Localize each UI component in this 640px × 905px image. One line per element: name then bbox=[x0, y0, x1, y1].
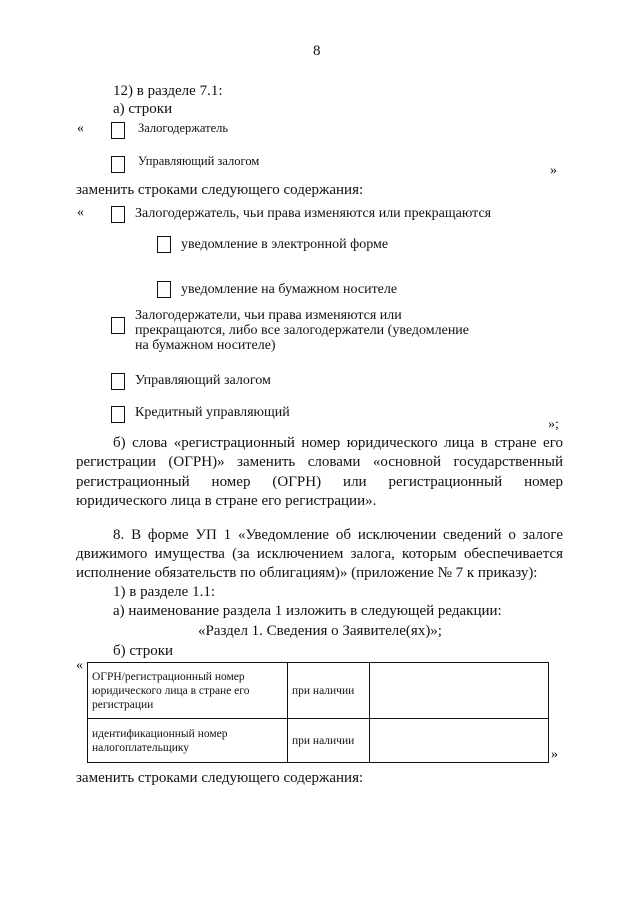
section-8-item1: 1) в разделе 1.1: bbox=[113, 584, 215, 600]
replace-text: заменить строками следующего содержания: bbox=[76, 182, 364, 198]
item-12-heading: 12) в разделе 7.1: bbox=[113, 83, 223, 99]
table-cell-condition: при наличии bbox=[288, 663, 370, 719]
table-cell-label: идентификационный номер налогоплательщику bbox=[88, 719, 288, 763]
checkbox bbox=[111, 206, 125, 223]
item-12-sub-a: а) строки bbox=[113, 101, 173, 117]
page-number: 8 bbox=[313, 43, 321, 59]
sub-b-line: б) слова «регистрационный номер юридического лица в стране его bbox=[113, 435, 563, 451]
checkbox bbox=[111, 373, 125, 390]
checkbox bbox=[111, 122, 125, 139]
new-row-label-line: Залогодержатели, чьи права изменяются или bbox=[135, 308, 402, 323]
section-8-item1-b: б) строки bbox=[113, 643, 174, 659]
checkbox bbox=[111, 406, 125, 423]
table-cell-value bbox=[370, 663, 549, 719]
sub-b-line: регистрации (ОГРН)» заменить словами «основной государственный bbox=[76, 454, 563, 470]
section-8-item1-a: а) наименование раздела 1 изложить в следующей редакции: bbox=[113, 603, 502, 619]
table-cell-label: ОГРН/регистрационный номер юридического лица в стране его регистрации bbox=[88, 663, 288, 719]
sub-b-line: регистрационный номер (ОГРН) или регистрационный номер bbox=[76, 474, 563, 490]
replace-text: заменить строками следующего содержания: bbox=[76, 770, 364, 786]
table-row bbox=[88, 719, 549, 763]
section-8-line: 8. В форме УП 1 «Уведомление об исключении сведений о залоге bbox=[113, 527, 563, 543]
checkbox bbox=[111, 156, 125, 173]
checkbox bbox=[157, 236, 171, 253]
table-row bbox=[88, 663, 549, 719]
new-row-label: Залогодержатель, чьи права изменяются или прекращаются bbox=[135, 206, 492, 221]
checkbox bbox=[111, 317, 125, 334]
new-row-label-line: на бумажном носителе) bbox=[135, 338, 276, 353]
old-row-label: Залогодержатель bbox=[138, 121, 229, 135]
close-quote: » bbox=[551, 747, 558, 762]
table-cell-condition: при наличии bbox=[288, 719, 370, 763]
section-8-line: исполнение обязательств по облигациям)» (приложение № 7 к приказу): bbox=[76, 565, 538, 581]
close-quote-semicolon: »; bbox=[548, 417, 559, 432]
checkbox bbox=[157, 281, 171, 298]
new-row-sublabel: уведомление на бумажном носителе bbox=[181, 282, 398, 297]
sub-b-line: юридического лица в стране его регистрации». bbox=[76, 493, 377, 509]
old-row-label: Управляющий залогом bbox=[138, 154, 260, 168]
section-8-line: движимого имущества (за исключением залога, которым обеспечивается bbox=[76, 546, 563, 562]
new-row-sublabel: уведомление в электронной форме bbox=[181, 237, 389, 252]
new-row-label: Кредитный управляющий bbox=[135, 405, 290, 420]
new-row-label-line: прекращаются, либо все залогодержатели (уведомление bbox=[135, 323, 470, 338]
section-8-item1-a-quote: «Раздел 1. Сведения о Заявителе(ях)»; bbox=[198, 623, 442, 639]
open-quote: « bbox=[77, 205, 84, 220]
close-quote: » bbox=[550, 163, 557, 178]
open-quote: « bbox=[76, 658, 83, 673]
new-row-label: Управляющий залогом bbox=[135, 373, 271, 388]
fields-table bbox=[87, 662, 549, 763]
open-quote: « bbox=[77, 121, 84, 136]
table-cell-value bbox=[370, 719, 549, 763]
